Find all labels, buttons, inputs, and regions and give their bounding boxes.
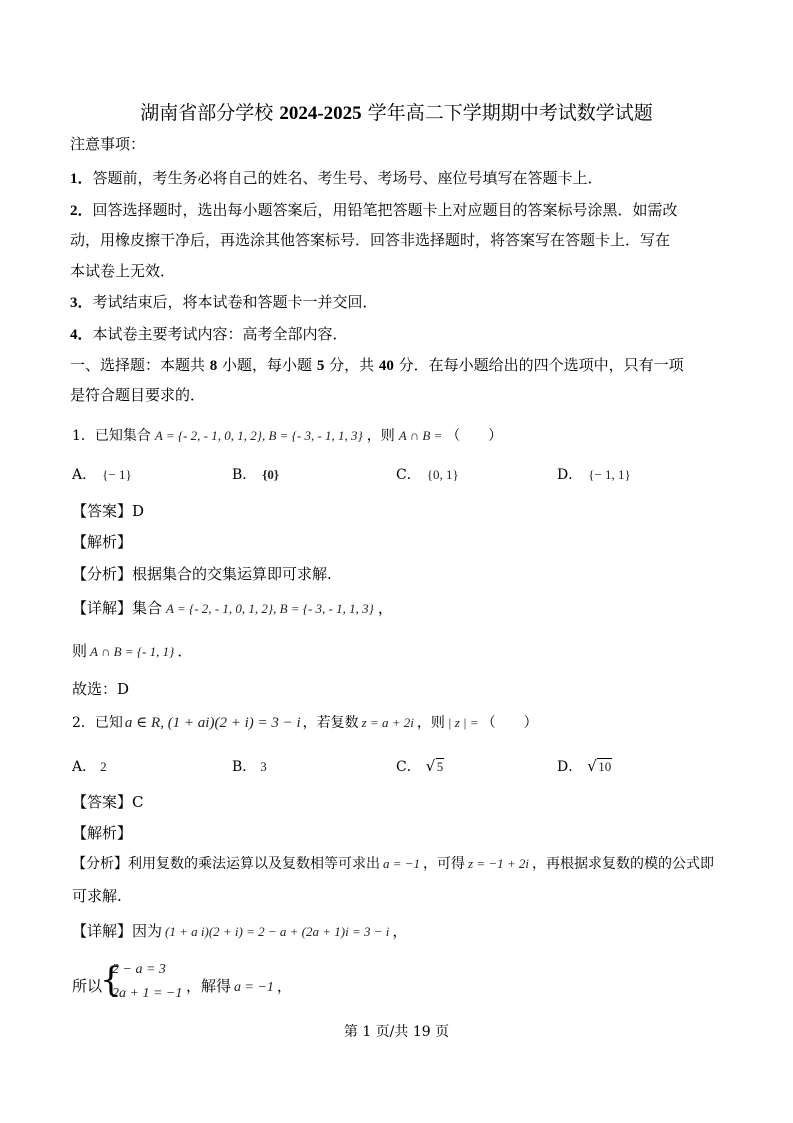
notice-item-2-line-3: 本试卷上无效． bbox=[70, 262, 176, 280]
detail-text: 则 bbox=[72, 642, 88, 660]
section-text: 小题，每小题 bbox=[217, 356, 317, 374]
notice-item-2-line-1 bbox=[70, 199, 678, 222]
q1-option-a bbox=[72, 464, 132, 484]
q1-fenxi bbox=[72, 563, 332, 584]
detail-text: ，解得 bbox=[186, 977, 232, 995]
math-condition: a ∈ R, (1 + ai)(2 + i) = 3 − i bbox=[124, 715, 301, 731]
math-intersection: A ∩ B = bbox=[398, 428, 443, 443]
detail-tag: 【详解】 bbox=[72, 922, 133, 940]
notice-item-number: 4． bbox=[70, 327, 93, 343]
detail-text: ， bbox=[276, 977, 292, 995]
option-label: D． bbox=[557, 759, 583, 775]
q2-option-a bbox=[72, 756, 107, 776]
math-z: z = a + 2i bbox=[361, 715, 414, 730]
q1-option-b bbox=[232, 464, 279, 484]
section-text: 分，共 bbox=[324, 356, 379, 374]
notice-heading: 注意事项： bbox=[70, 135, 146, 153]
section-text: 一、选择题：本题共 bbox=[70, 356, 210, 374]
notice-item-text: 考试结束后，将本试卷和答题卡一并交回． bbox=[92, 293, 378, 311]
fenxi-text: 根据集合的交集运算即可求解. bbox=[132, 565, 332, 583]
notice-item-text: 答题前，考生务必将自己的姓名、考生号、考场号、座位号填写在答题卡上． bbox=[92, 169, 603, 187]
answer-paren: （ ） bbox=[481, 715, 538, 731]
notice-item-2-line-2: 动，用橡皮擦干净后，再选涂其他答案标号．回答非选择题时，将答案写在答题卡上．写在 bbox=[70, 231, 671, 249]
option-label: C． bbox=[396, 759, 421, 775]
option-value: 10 bbox=[598, 759, 612, 774]
option-label: A． bbox=[72, 759, 97, 775]
fenxi-text: ，再根据求复数的模的公式即 bbox=[532, 856, 715, 872]
notice-item-4 bbox=[70, 323, 348, 346]
page-footer: 第 1 页/共 19 页 bbox=[343, 1024, 450, 1040]
question-text: ，若复数 bbox=[302, 715, 359, 731]
question-text: 2．已知 bbox=[72, 715, 123, 731]
option-value: {0, 1} bbox=[426, 467, 459, 482]
fenxi-tag: 【分析】 bbox=[72, 565, 133, 583]
section-number: 40 bbox=[378, 358, 394, 374]
math-expansion: (1 + a i)(2 + i) = 2 − a + (2a + 1)i = 3 − i bbox=[165, 924, 390, 939]
q2-option-d bbox=[557, 756, 612, 776]
equation-2: 2a + 1 = −1 bbox=[112, 986, 183, 1001]
math-z-value: z = −1 + 2i bbox=[468, 856, 530, 871]
math-result: A ∩ B = {- 1, 1} bbox=[90, 644, 175, 659]
option-value: {− 1} bbox=[102, 467, 132, 482]
detail-text: 因为 bbox=[132, 922, 163, 940]
question-2-stem bbox=[72, 712, 538, 734]
notice-item-text: 本试卷主要考试内容：高考全部内容． bbox=[92, 325, 348, 343]
q2-answer bbox=[72, 791, 144, 812]
notice-item-number: 2． bbox=[70, 203, 93, 219]
option-label: B． bbox=[232, 759, 257, 775]
math-a-value: a = −1 bbox=[383, 856, 421, 871]
math-sets: A = {- 2, - 1, 0, 1, 2}, B = {- 3, - 1, 1, 3} bbox=[154, 428, 363, 443]
equation-1: 2 − a = 3 bbox=[112, 962, 166, 977]
suoyi-label: 所以 bbox=[72, 977, 103, 995]
math-modulus: | z | = bbox=[447, 715, 479, 730]
option-value: 2 bbox=[100, 759, 107, 774]
option-value: 3 bbox=[260, 759, 267, 774]
fenxi-text: ，可得 bbox=[423, 856, 466, 872]
left-brace-icon: { bbox=[100, 960, 122, 1000]
answer-tag: 【答案】 bbox=[72, 793, 133, 811]
question-text: 1．已知集合 bbox=[72, 428, 151, 444]
detail-text: ， bbox=[377, 599, 393, 617]
detail-text: 集合 bbox=[132, 599, 163, 617]
q2-analysis-tag: 【解析】 bbox=[72, 824, 133, 842]
math-sets: A = {- 2, - 1, 0, 1, 2}, B = {- 3, - 1, 1, 3} bbox=[166, 601, 374, 616]
title-prefix: 湖南省部分学校 bbox=[140, 102, 280, 124]
q2-option-c bbox=[396, 756, 444, 776]
notice-item-number: 3． bbox=[70, 295, 93, 311]
page-title bbox=[0, 98, 793, 125]
notice-item-1 bbox=[70, 167, 603, 190]
section-heading bbox=[70, 354, 684, 377]
answer-paren: （ ） bbox=[446, 428, 503, 444]
option-label: A． bbox=[72, 467, 97, 483]
notice-item-text: 回答选择题时，选出每小题答案后，用铅笔把答题卡上对应题目的答案标号涂黑．如需改 bbox=[92, 201, 678, 219]
fenxi-tag: 【分析】 bbox=[72, 856, 128, 872]
q1-option-d bbox=[557, 464, 631, 484]
section-heading-line-2: 是符合题目要求的． bbox=[70, 386, 206, 404]
question-1-stem bbox=[72, 425, 502, 447]
question-text: ，则 bbox=[366, 428, 395, 444]
title-year: 2024-2025 bbox=[279, 103, 362, 124]
q2-fenxi-line-2: 可求解. bbox=[72, 887, 122, 905]
q2-detail bbox=[72, 920, 407, 941]
answer-tag: 【答案】 bbox=[72, 502, 133, 520]
q1-detail bbox=[72, 597, 393, 618]
detail-tag: 【详解】 bbox=[72, 599, 133, 617]
section-number: 5 bbox=[316, 358, 325, 374]
answer-value: C bbox=[132, 793, 144, 811]
q2-solution bbox=[186, 975, 292, 996]
sqrt-10 bbox=[588, 759, 612, 775]
title-suffix: 学年高二下学期期中考试数学试题 bbox=[361, 102, 653, 124]
q2-option-b bbox=[232, 756, 267, 776]
option-value: {− 1, 1} bbox=[588, 467, 631, 482]
section-number: 8 bbox=[209, 358, 218, 374]
question-text: ，则 bbox=[416, 715, 445, 731]
detail-text: ． bbox=[177, 642, 193, 660]
q1-option-c bbox=[396, 464, 459, 484]
notice-item-number: 1． bbox=[70, 171, 93, 187]
option-label: C． bbox=[396, 467, 421, 483]
option-value: {0} bbox=[262, 467, 280, 482]
q1-answer bbox=[72, 500, 144, 521]
option-label: B． bbox=[232, 467, 257, 483]
fenxi-text: 利用复数的乘法运算以及复数相等可求出 bbox=[128, 856, 380, 872]
answer-value: D bbox=[132, 502, 145, 520]
detail-text: ， bbox=[392, 922, 408, 940]
option-label: D． bbox=[557, 467, 583, 483]
sqrt-5 bbox=[427, 759, 445, 775]
option-value: 5 bbox=[436, 759, 444, 774]
section-text: 分．在每小题给出的四个选项中，只有一项 bbox=[393, 356, 684, 374]
math-solution: a = −1 bbox=[234, 980, 274, 995]
notice-item-3 bbox=[70, 291, 378, 314]
q2-fenxi bbox=[72, 853, 714, 873]
q1-analysis-tag: 【解析】 bbox=[72, 533, 133, 551]
q1-choose: 故选：D bbox=[72, 680, 130, 698]
q1-then-line bbox=[72, 640, 192, 661]
